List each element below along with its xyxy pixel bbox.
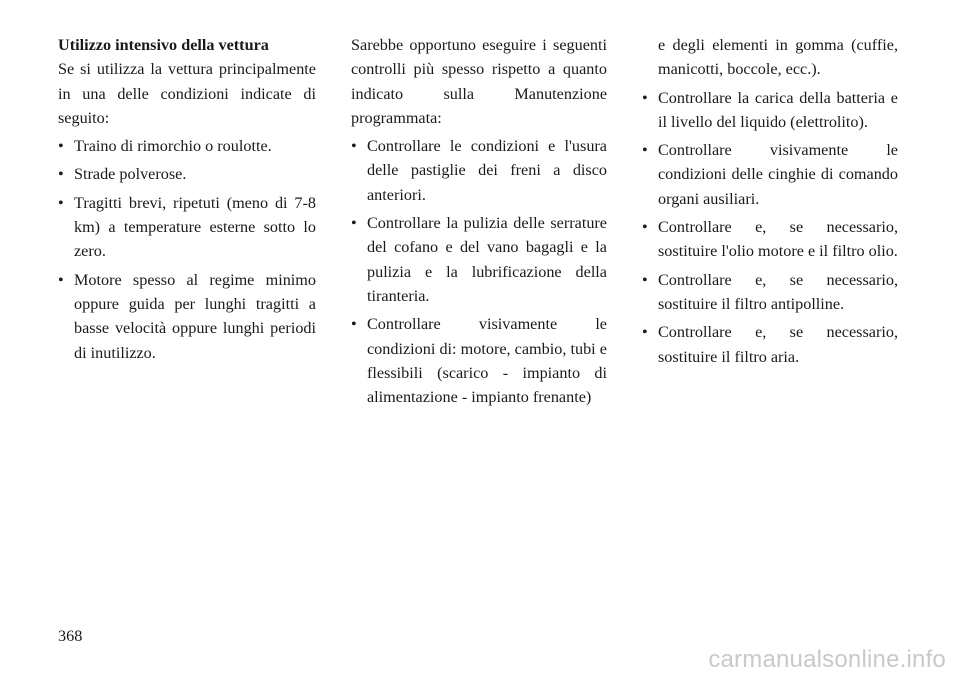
column-3 <box>642 33 898 369</box>
bullet-icon: • <box>58 165 64 184</box>
list-item <box>351 312 607 409</box>
list-item <box>351 134 607 207</box>
column-1 <box>58 33 316 365</box>
list-item-text: Controllare e, se necessario, sostituire l'olio motore e il filtro olio. <box>658 218 898 261</box>
list-item-text: Controllare e, se necessario, sostituire il filtro aria. <box>658 323 898 366</box>
list-item-text: Traino di rimorchio o roulotte. <box>74 137 272 156</box>
list-item-text: Controllare visivamente le condizioni di: motore, cambio, tubi e flessibili (scarico - impianto di alimentazione - impianto frenante) <box>367 315 607 407</box>
bullet-icon: • <box>642 323 648 342</box>
bullet-icon: • <box>351 315 357 334</box>
list-item <box>642 138 898 211</box>
bullet-icon: • <box>642 218 648 237</box>
list-item <box>642 268 898 317</box>
list-item-text: Controllare la carica della batteria e il livello del liquido (elettrolito). <box>658 88 898 131</box>
list-item <box>58 191 316 264</box>
bullet-icon: • <box>351 137 357 156</box>
list-item <box>642 320 898 369</box>
bullet-icon: • <box>58 193 64 212</box>
bullet-icon: • <box>642 270 648 289</box>
page-number: 368 <box>58 627 83 645</box>
list-item-text: Motore spesso al regime minimo oppure guida per lunghi tragitti a basse velocità oppure lunghi periodi di inutilizzo. <box>74 270 316 362</box>
bullet-icon: • <box>58 137 64 156</box>
checks-list-continued <box>642 86 898 369</box>
list-item <box>58 162 316 186</box>
bullet-icon: • <box>642 141 648 160</box>
list-item-text: Controllare le condizioni e l'usura delle pastiglie dei freni a disco anteriori. <box>367 137 607 204</box>
list-item-text: Controllare la pulizia delle serrature del cofano e del vano bagagli e la pulizia e la lubrificazione della tiranteria. <box>367 214 607 305</box>
watermark: carmanualsonline.info <box>708 646 946 673</box>
intro-paragraph: Se si utilizza la vettura principalmente in una delle condizioni indicate di seguito: <box>58 60 316 127</box>
list-item-text: Strade polverose. <box>74 165 187 184</box>
list-item-text: Controllare e, se necessario, sostituire il filtro antipolline. <box>658 270 898 313</box>
list-item <box>351 211 607 308</box>
continued-item-text: e degli elementi in gomma (cuffie, manicotti, boccole, ecc.). <box>658 36 898 79</box>
column-2 <box>351 33 607 409</box>
bullet-icon: • <box>642 88 648 107</box>
list-item-text: Tragitti brevi, ripetuti (meno di 7-8 km) a temperature esterne sotto lo zero. <box>74 193 316 261</box>
intro-paragraph: Sarebbe opportuno eseguire i seguenti controlli più spesso rispetto a quanto indicato sulla Manutenzione programmata: <box>351 36 607 127</box>
list-item-text: Controllare visivamente le condizioni delle cinghie di comando organi ausiliari. <box>658 141 898 208</box>
list-item <box>642 86 898 135</box>
bullet-icon: • <box>351 214 357 233</box>
list-item <box>58 134 316 158</box>
checks-list <box>351 134 607 409</box>
bullet-icon: • <box>58 270 64 289</box>
section-heading: Utilizzo intensivo della vettura <box>58 36 269 54</box>
conditions-list <box>58 134 316 365</box>
list-item <box>58 268 316 365</box>
list-item <box>642 215 898 264</box>
